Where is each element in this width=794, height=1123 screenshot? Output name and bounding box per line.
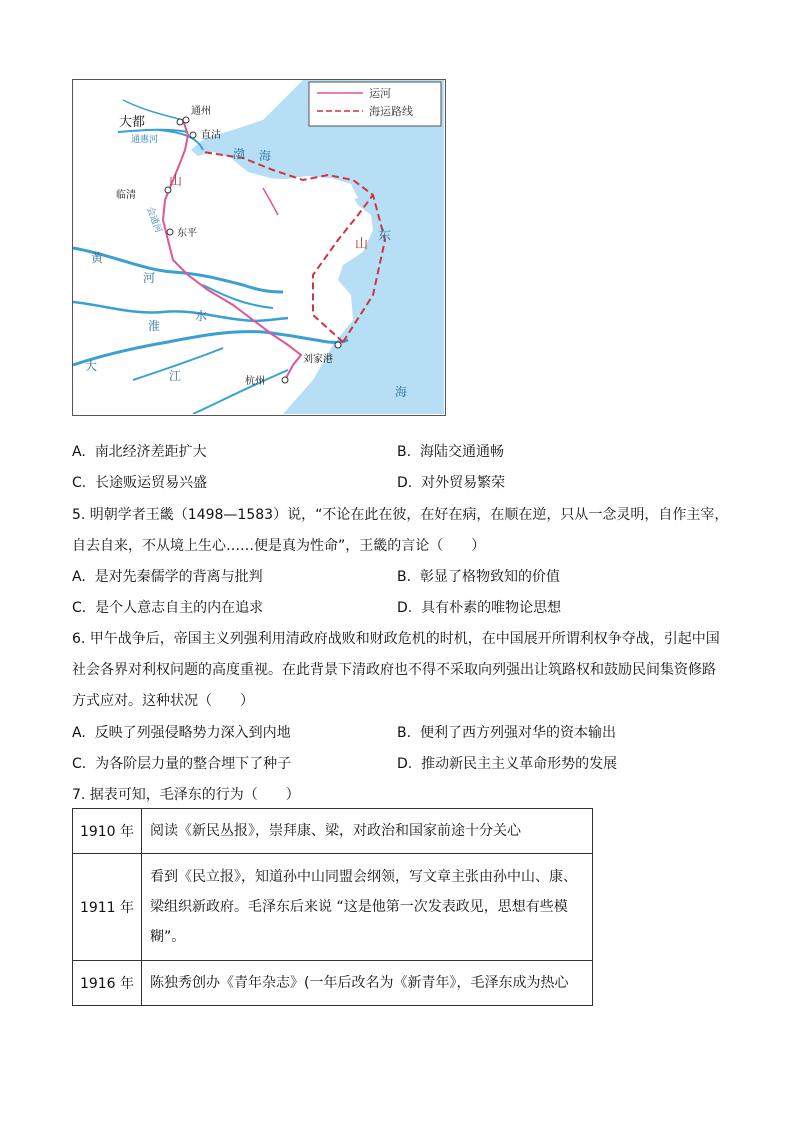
table-row [73,854,593,961]
event-line: 梁组织新政府。毛泽东后来说 “这是他第一次发表政见，思想有些模 [150,899,568,915]
q5-option-a[interactable] [72,568,263,586]
label-tongzhou: 通州 [191,106,211,117]
q5-option-c[interactable] [72,599,263,617]
label-da: 大 [85,359,98,373]
q5-stem-line1: 5. 明朝学者王畿（1498—1583）说，“不论在此在彼，在好在病，在顺在逆，只从一念灵明，自作主宰， [72,507,729,523]
yellow-river [73,248,283,292]
label-dongping: 东平 [177,228,197,239]
q6-option-b-letter: B. [397,725,412,741]
q6-option-d-text: 推动新民主主义革命形势的发展 [421,756,618,772]
q7-stem: 7. 据表可知，毛泽东的行为（ ） [72,787,300,803]
label-shui: 水 [195,309,208,323]
q4-option-a[interactable] [72,443,207,461]
label-bo: 渤 [233,147,246,161]
liujiagang-marker [335,342,341,348]
q4-option-b-text: 海陆交通通畅 [419,444,504,460]
q4-option-d-text: 对外贸易繁荣 [421,475,506,491]
q6-option-a-letter: A. [72,725,86,741]
label-dong: 东 [378,229,392,244]
q6-option-b[interactable] [397,724,616,742]
q5-option-b-letter: B. [397,569,412,585]
q4-option-c-text: 长途贩运贸易兴盛 [95,475,208,491]
q6-option-c[interactable] [72,755,291,773]
q5-option-b-text: 彰显了格物致知的价值 [419,569,560,585]
q5-option-a-text: 是对先秦儒学的背离与批判 [94,569,263,585]
table-row [73,961,593,1006]
q4-option-a-letter: A. [72,444,86,460]
q6-stem-line1: 6. 甲午战争后，帝国主义列强利用清政府战败和财政危机的时机，在中国展开所谓利权争夺战，引起中国 [72,631,720,647]
q4-option-c[interactable] [72,474,207,492]
table-row [73,809,593,854]
table-cell-event [142,854,593,961]
tonghui-river [118,130,188,132]
label-he: 河 [143,271,156,285]
label-hai-bohai: 海 [259,149,272,163]
label-huang: 黄 [91,251,104,265]
canal-sea-route-map [72,79,446,416]
table-cell-year: 1910 年 [73,809,142,854]
label-jiang: 江 [169,369,182,383]
shandong-peninsula [233,178,358,235]
map-svg [73,80,444,414]
q5-option-d-letter: D. [397,600,413,616]
label-shan-east: 山 [355,237,369,252]
label-dadu: 大都 [119,115,146,130]
q6-stem-line3: 方式应对。这种状况（ ） [72,693,254,709]
label-zhigu: 直沽 [201,130,221,141]
q4-option-b[interactable] [397,443,504,461]
zhigu-marker [190,132,196,138]
q6-option-c-letter: C. [72,756,87,772]
q6-stem-line2: 社会各界对利权问题的高度重视。在此背景下清政府也不得不采取向列强出让筑路权和鼓励民间集资修路 [72,662,716,678]
q4-option-c-letter: C. [72,475,87,491]
q6-option-a-text: 反映了列强侵略势力深入到内地 [94,725,291,741]
q4-option-a-text: 南北经济差距扩大 [94,444,207,460]
legend-sea-route-label: 海运路线 [369,105,413,118]
q6-option-d-letter: D. [397,756,413,772]
q6-option-c-text: 为各阶层力量的整合埋下了种子 [95,756,292,772]
q4-option-d-letter: D. [397,475,413,491]
q5-option-d-text: 具有朴素的唯物论思想 [421,600,562,616]
q6-option-d[interactable] [397,755,617,773]
table-cell-event [142,961,593,1006]
label-hai-east: 海 [395,385,408,399]
q6-option-a[interactable] [72,724,291,742]
label-liujiagang: 刘家港 [303,354,333,365]
huai-branch [203,285,273,308]
q5-option-d[interactable] [397,599,561,617]
q4-option-b-letter: B. [397,444,412,460]
q5-option-c-text: 是个人意志自主的内在追求 [95,600,264,616]
tongzhou-marker [183,117,189,123]
q4-option-d[interactable] [397,474,505,492]
q5-option-a-letter: A. [72,569,86,585]
table-cell-year: 1916 年 [73,961,142,1006]
table-cell-event [142,809,593,854]
q6-option-b-text: 便利了西方列强对华的资本输出 [419,725,616,741]
label-linqing: 临清 [116,190,136,201]
label-huitonghe-group [144,205,165,234]
q5-stem-line2: 自去自来，不从境上生心……便是真为性命”，王畿的言论（ ） [72,538,486,554]
mao-timeline-table [72,808,593,1006]
legend-canal-label: 运河 [369,87,391,100]
label-huai: 淮 [148,319,161,333]
river-tributary-2 [193,370,288,414]
label-huitonghe: 会通河 [144,205,163,235]
dadu-marker [177,119,183,125]
label-hangzhou: 杭州 [245,376,265,387]
hangzhou-marker [282,377,288,383]
event-line: 看到《民立报》，知道孙中山同盟会纲领，写文章主张由孙中山、康、 [150,869,577,885]
q5-option-b[interactable] [397,568,560,586]
q5-option-c-letter: C. [72,600,87,616]
dongping-marker [167,229,173,235]
label-shan-west: 山 [169,174,183,189]
event-line: 阅读《新民丛报》，崇拜康、梁，对政治和国家前途十分关心 [150,823,521,839]
event-line: 陈独秀创办《青年杂志》(一年后改名为《新青年》，毛泽东成为热心 [150,975,569,991]
label-tonghuihe: 通惠河 [131,135,159,145]
event-line: 糊”。 [150,929,186,945]
table-cell-year: 1911 年 [73,854,142,961]
